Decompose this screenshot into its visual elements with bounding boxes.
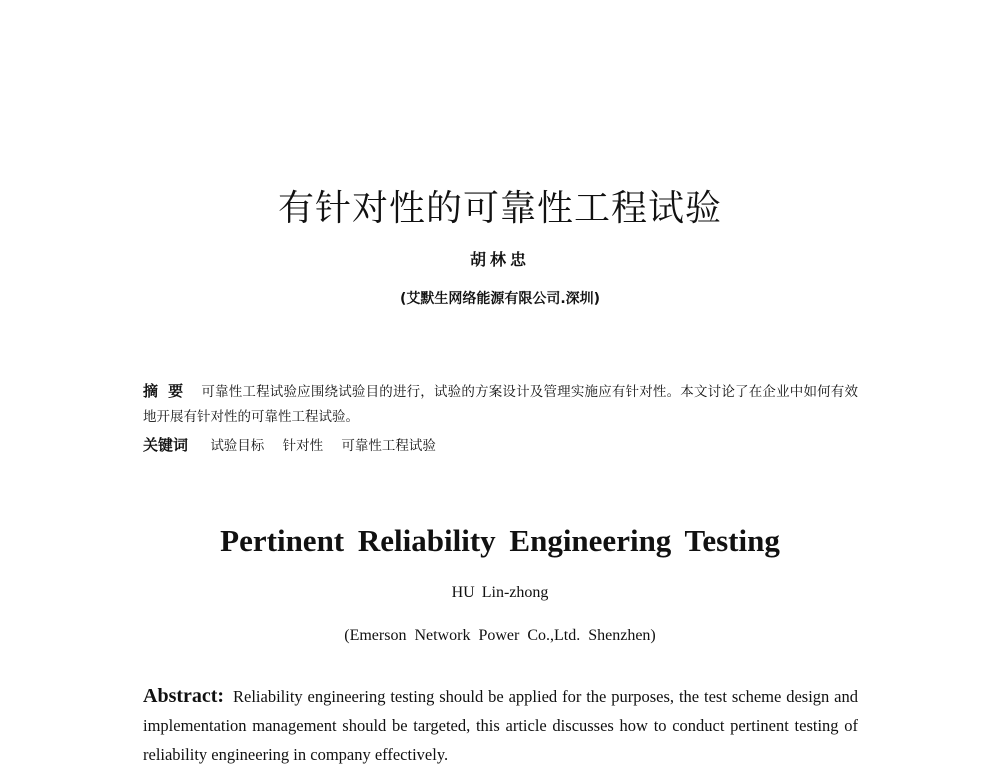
chinese-keywords <box>143 433 858 458</box>
english-author: HU Lin-zhong <box>451 584 549 601</box>
keyword: 针对性 <box>282 438 324 454</box>
english-title: Pertinent Reliability Engineering Testing <box>220 523 780 558</box>
chinese-title: 有针对性的可靠性工程试验 <box>277 188 722 229</box>
english-affiliation: (Emerson Network Power Co.,Ltd. Shenzhen) <box>344 627 656 644</box>
keyword: 可靠性工程试验 <box>341 438 436 454</box>
keyword: 试验目标 <box>210 438 265 454</box>
chinese-author: 胡林忠 <box>469 250 530 269</box>
english-abstract-text: Reliability engineering testing should be applied for the purposes, the test scheme design and implementation management should be targeted, this article discusses how to conduct pertinent testing of reliability engineering in company effectively. <box>143 687 858 764</box>
chinese-abstract <box>143 379 858 430</box>
chinese-abstract-label: 摘要 <box>143 382 194 400</box>
chinese-keywords-label: 关键词 <box>143 436 189 454</box>
english-abstract-label: Abstract: <box>143 685 225 707</box>
chinese-affiliation: (艾默生网络能源有限公司.深圳) <box>399 291 601 307</box>
english-abstract <box>143 682 858 769</box>
chinese-abstract-text: 可靠性工程试验应围绕试验目的进行，试验的方案设计及管理实施应有针对性。本文讨论了在企业中如何有效地开展有针对性的可靠性工程试验。 <box>143 384 858 425</box>
